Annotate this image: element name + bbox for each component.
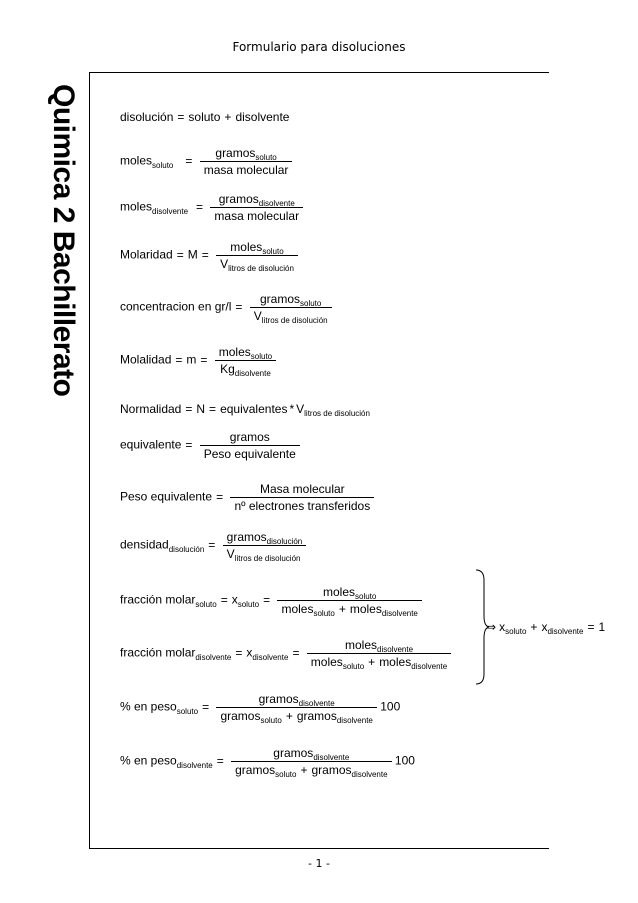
formula-densidad: densidad$_{disolución}$ = $\frac{gramos_{disolución}}{V_{litros de disolución}}$ — [120, 530, 306, 561]
fraction: $\frac{gramos_{disolvente}}{gramos_{soluto} + gramos_{disolvente}}$ — [216, 692, 376, 723]
page-number: - 1 - — [308, 857, 330, 870]
fraction: $\frac{gramos_{soluto}}{V_{litros de disolución}}$ — [250, 292, 332, 323]
bottom-rule — [89, 848, 549, 849]
formula-peso-equivalente: Peso equivalente = $\frac{\text{Masa molecular}}{\text{nº electrones transferidos}}$ — [120, 482, 374, 513]
formula-fraccion-molar-soluto: fracción molar$_{soluto}$ = $x_{soluto}$ = $\frac{moles_{soluto}}{moles_{soluto} + moles_{disolvente}}$ — [120, 585, 422, 616]
side-title — [28, 84, 78, 414]
fraction: $\frac{gramos_{disolvente}}{\text{masa molecular}}$ — [210, 192, 303, 223]
formula-moles-soluto: moles$_{soluto}$ = $\frac{gramos_{soluto}}{\text{masa molecular}}$ — [120, 146, 292, 177]
fraction: $\frac{gramos_{disolución}}{V_{litros de disolución}}$ — [223, 530, 307, 561]
side-title-text: Quimica 2 Bachillerato — [47, 84, 80, 397]
formula-concentracion: concentracion en gr/l = $\frac{gramos_{soluto}}{V_{litros de disolución}}$ — [120, 292, 332, 323]
page-header: Formulario para disoluciones — [232, 40, 406, 54]
formula-molalidad: Molalidad = m = $\frac{moles_{soluto}}{Kg_{disolvente}}$ — [120, 345, 276, 376]
fraction: $\frac{moles_{soluto}}{moles_{soluto} + moles_{disolvente}}$ — [277, 585, 421, 616]
formula-equivalente: equivalente = $\frac{\text{gramos}}{\text{Peso equivalente}}$ — [120, 430, 300, 461]
formula-peso-disolvente: % en peso$_{disolvente}$ = $\frac{gramos_{disolvente}}{gramos_{soluto} + gramos_{disolvente}}$ 100 — [120, 746, 415, 779]
formula-peso-soluto: % en peso$_{soluto}$ = $\frac{gramos_{disolvente}}{gramos_{soluto} + gramos_{disolvente}}$ 100 — [120, 692, 401, 725]
formula-molaridad: Molaridad = M = $\frac{moles_{soluto}}{V_{litros de disolución}}$ — [120, 240, 298, 271]
formula-fraccion-molar-disolvente: fracción molar$_{disolvente}$ = $x_{disolvente}$ = $\frac{moles_{disolvente}}{moles_{soluto} + moles_{disolvente}}$ — [120, 638, 451, 669]
left-rule — [89, 72, 90, 848]
formula-moles-disolvente: moles$_{disolvente}$ = $\frac{gramos_{disolvente}}{\text{masa molecular}}$ — [120, 192, 303, 223]
fraction: $\frac{gramos_{soluto}}{\text{masa molecular}}$ — [200, 146, 293, 177]
fraction: $\frac{gramos_{disolvente}}{gramos_{soluto} + gramos_{disolvente}}$ — [231, 746, 391, 777]
formula-normalidad: Normalidad = N = equivalentes * $V_{litros de disolución}$ — [120, 402, 370, 418]
fraction: $\frac{moles_{soluto}}{V_{litros de disolución}}$ — [216, 240, 298, 271]
fraction: $\frac{\text{gramos}}{\text{Peso equivalente}}$ — [200, 430, 300, 461]
fraction: $\frac{moles_{disolvente}}{moles_{soluto} + moles_{disolvente}}$ — [307, 638, 451, 669]
top-rule — [89, 72, 549, 73]
formula-disolucion: disolución = soluto + disolvente — [120, 110, 290, 124]
formula-suma-fracciones: ⇒ $x_{soluto} + x_{disolvente} = 1$ — [486, 620, 606, 636]
fraction: $\frac{moles_{soluto}}{Kg_{disolvente}}$ — [215, 345, 276, 376]
fraction: $\frac{\text{Masa molecular}}{\text{nº electrones transferidos}}$ — [230, 482, 374, 513]
